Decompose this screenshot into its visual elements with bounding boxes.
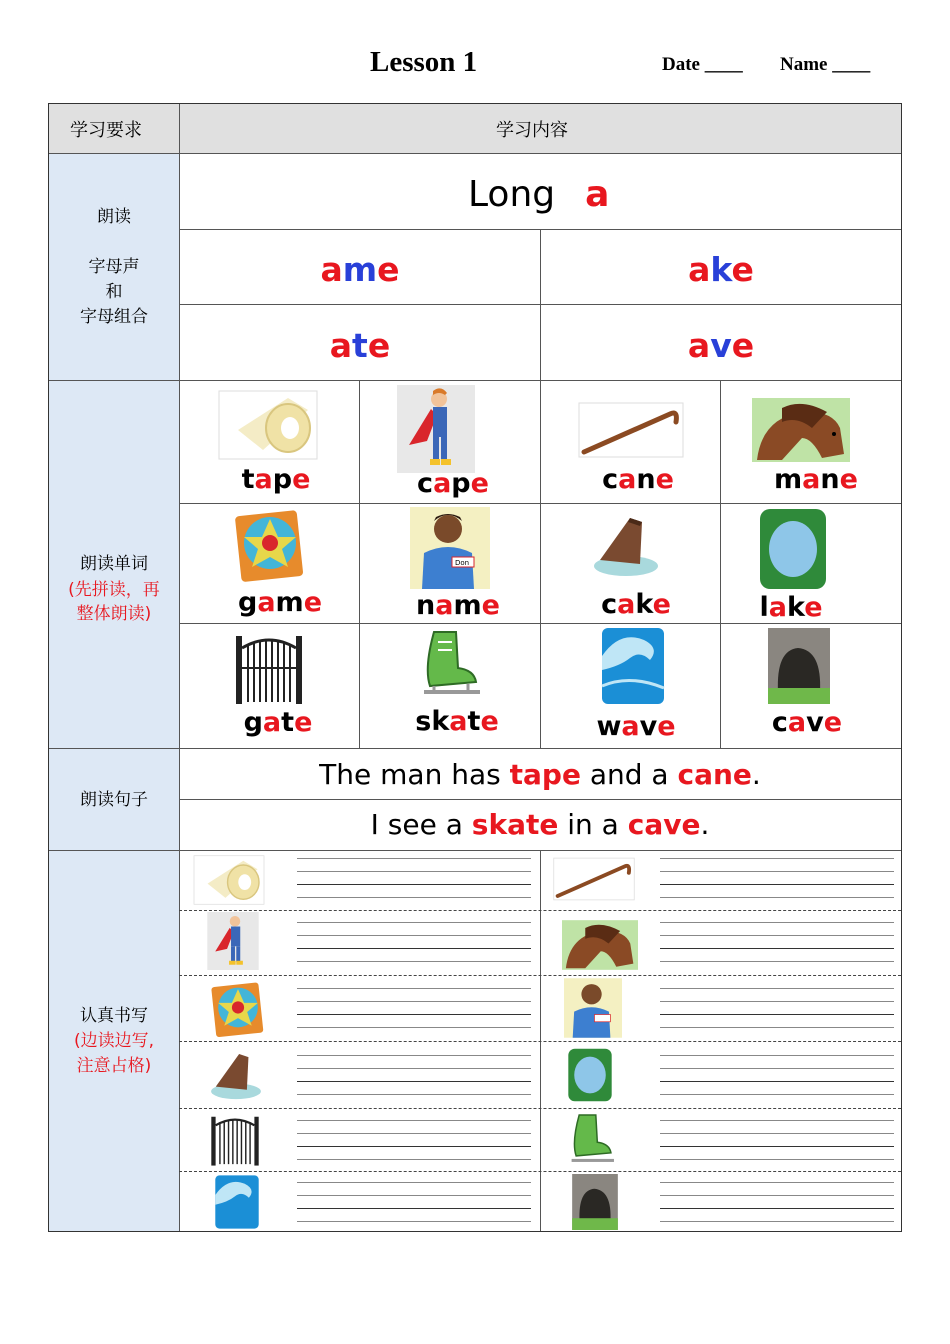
gate-thumb-icon [208,1111,262,1167]
writing-guide-line [660,1146,894,1147]
writing-guide-line [297,961,531,962]
writing-guide-line [297,988,531,989]
writing-guide-line [660,1081,894,1082]
sentence-1: The man has tape and a cane. [319,758,761,791]
row-divider [179,1041,901,1042]
sentence-2: I see a skate in a cave. [370,808,710,841]
writing-guide-line [297,1221,531,1222]
writing-guide-line [297,1055,531,1056]
writing-guide-line [660,871,894,872]
skate-icon [410,628,484,702]
table-divider [49,850,901,851]
row-divider [179,910,901,911]
writing-guide-line [297,1001,531,1002]
writing-guide-line [297,948,531,949]
word-cake: cake [601,589,671,620]
writing-guide-line [297,897,531,898]
word-cape: cape [417,468,489,499]
word-tape: tape [241,464,311,495]
content-column-header: 学习内容 [496,120,568,141]
sounds-label-read: 朗读 [97,207,131,227]
pattern-ave: ave [687,326,755,365]
name-icon [410,507,490,589]
table-divider [179,503,901,504]
wave-icon [600,626,666,706]
writing-guide-line [660,1001,894,1002]
words-instruction-2: 整体朗读) [76,604,152,624]
writing-guide-line [297,922,531,923]
sentences-label: 朗读句子 [80,790,148,810]
pattern-ame: ame [320,250,400,289]
name-thumb-icon [564,978,622,1038]
table-divider [359,380,360,748]
word-name: name [416,590,500,621]
writing-guide-line [660,988,894,989]
words-label: 朗读单词 [80,554,148,574]
row-divider [179,1171,901,1172]
lake-icon [758,507,828,591]
writing-guide-line [660,884,894,885]
writing-guide-line [660,935,894,936]
long-word: Long [468,174,556,215]
name-field-label: Name ____ [780,54,871,75]
table-divider [179,799,901,800]
writing-guide-line [297,1120,531,1121]
word-game: game [237,587,322,618]
mane-thumb-icon [562,920,638,970]
writing-guide-line [297,1081,531,1082]
word-mane: mane [774,464,858,495]
cake-thumb-icon [208,1048,264,1102]
writing-guide-line [297,1159,531,1160]
table-divider [720,380,721,748]
word-skate: skate [415,706,499,737]
mane-icon [752,398,850,462]
writing-guide-line [660,1120,894,1121]
writing-guide-line [660,1094,894,1095]
writing-guide-line [297,1195,531,1196]
tape-thumb-icon [192,855,266,905]
gate-icon [232,628,306,706]
pattern-ake: ake [688,250,754,289]
writing-guide-line [660,1208,894,1209]
writing-guide-line [660,1014,894,1015]
writing-guide-line [660,1055,894,1056]
long-a-heading [468,174,609,215]
sounds-label-and: 和 [105,282,123,302]
date-field-label: Date ____ [662,54,743,75]
cape-icon [397,385,475,473]
writing-guide-line [660,1195,894,1196]
row-divider [179,1108,901,1109]
cave-thumb-icon [572,1174,618,1230]
writing-guide-line [660,1182,894,1183]
cave-icon [768,628,830,704]
writing-guide-line [297,1146,531,1147]
writing-guide-line [297,1182,531,1183]
cake-icon [590,512,662,578]
writing-guide-line [660,897,894,898]
requirement-column-header: 学习要求 [70,120,142,141]
writing-guide-line [297,935,531,936]
sounds-label-combos: 字母组合 [80,307,148,327]
words-instruction: (先拼读，再 [68,580,160,600]
row-divider [179,975,901,976]
table-divider [49,380,901,381]
writing-guide-line [297,1014,531,1015]
writing-guide-line [660,858,894,859]
cape-thumb-icon [207,912,259,970]
writing-guide-line [660,922,894,923]
writing-guide-line [297,1208,531,1209]
page-header [0,40,950,90]
word-cane: cane [602,464,674,495]
writing-guide-line [660,1133,894,1134]
table-divider [49,748,901,749]
wave-thumb-icon [212,1174,262,1230]
word-wave: wave [596,711,676,742]
word-gate: gate [243,707,313,738]
table-divider [179,623,901,624]
writing-instruction-2: 注意占格) [76,1056,152,1076]
writing-guide-line [660,1027,894,1028]
writing-guide-line [660,948,894,949]
svg-text:Don: Don [455,559,470,567]
skate-thumb-icon [560,1112,618,1168]
writing-guide-line [297,1068,531,1069]
cane-icon [578,402,684,458]
game-icon [234,507,306,583]
writing-guide-line [297,1027,531,1028]
lake-thumb-icon [567,1046,613,1104]
writing-guide-line [297,858,531,859]
word-cave: cave [771,707,843,738]
writing-guide-line [660,1159,894,1160]
writing-guide-line [297,1094,531,1095]
writing-guide-line [297,871,531,872]
writing-instruction: (边读边写, [73,1031,155,1051]
writing-label: 认真书写 [80,1006,148,1026]
table-divider [540,380,541,748]
sounds-label-letters: 字母声 [88,257,140,277]
lesson-title: Lesson 1 [370,46,478,78]
writing-guide-line [660,961,894,962]
cane-thumb-icon [553,857,635,901]
game-thumb-icon [210,980,266,1038]
pattern-ate: ate [329,326,391,365]
writing-guide-line [660,1068,894,1069]
word-lake: lake [759,592,823,623]
writing-guide-line [660,1221,894,1222]
long-letter: a [585,174,610,215]
tape-icon [218,390,318,460]
table-divider [49,153,901,154]
writing-guide-line [297,1133,531,1134]
writing-guide-line [297,884,531,885]
